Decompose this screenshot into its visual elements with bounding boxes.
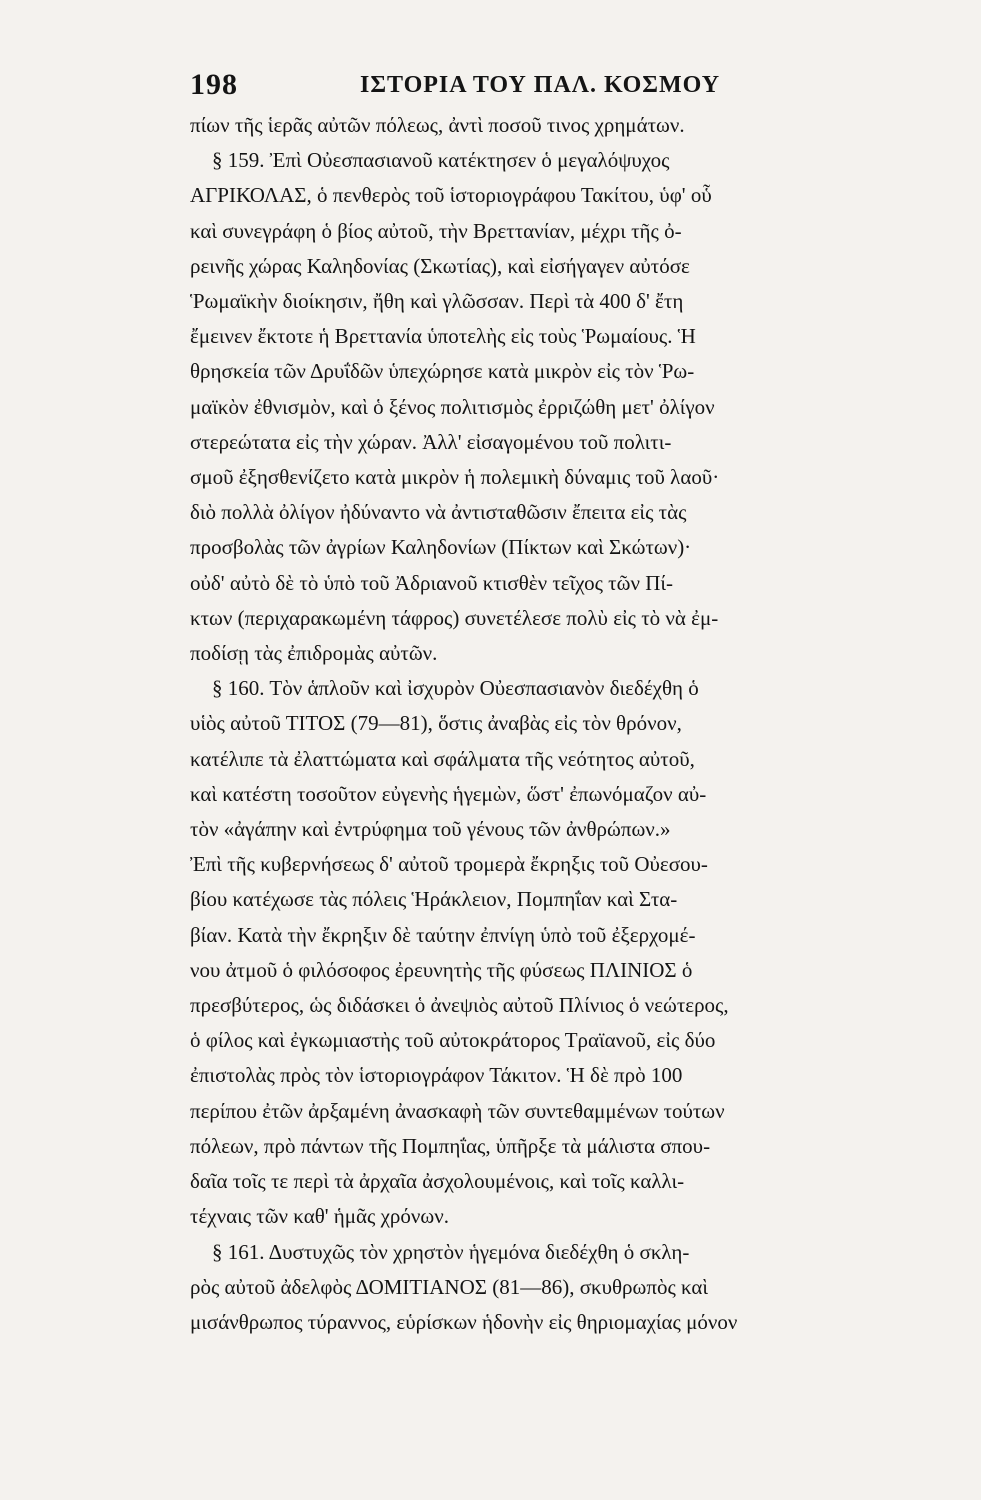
text-line: διὸ πολλὰ ὀλίγον ἠδύναντο νὰ ἀντισταθῶσιν ἔπειτα εἰς τὰς <box>190 500 687 525</box>
text-line: § 161. Δυστυχῶς τὸν χρηστὸν ἡγεμόνα διεδέχθη ὁ σκλη- <box>212 1239 690 1264</box>
page-number: 198 <box>190 68 238 101</box>
text-line: μισάνθρωπος τύραννος, εὑρίσκων ἡδονὴν εἰς θηριομαχίας μόνον <box>190 1309 738 1334</box>
text-line: οὐδ' αὐτὸ δὲ τὸ ὑπὸ τοῦ Ἀδριανοῦ κτισθὲν τεῖχος τῶν Πί- <box>190 570 673 595</box>
text-line: μαϊκὸν ἐθνισμὸν, καὶ ὁ ξένος πολιτισμὸς ἐρριζώθη μετ' ὀλίγον <box>190 394 715 419</box>
text-line: ἐπιστολὰς πρὸς τὸν ἱστοριογράφον Τάκιτον. Ἡ δὲ πρὸ 100 <box>190 1063 683 1088</box>
text-line: νου ἀτμοῦ ὁ φιλόσοφος ἐρευνητὴς τῆς φύσεως ΠΛΙΝΙΟΣ ὁ <box>190 957 693 982</box>
text-line: κατέλιπε τὰ ἐλαττώματα καὶ σφάλματα τῆς νεότητος αὐτοῦ, <box>190 746 695 771</box>
text-line: τὸν «ἀγάπην καὶ ἐντρύφημα τοῦ γένους τῶν ἀνθρώπων.» <box>190 817 671 842</box>
text-line: καὶ κατέστη τοσοῦτον εὐγενὴς ἡγεμὼν, ὥστ' ἐπωνόμαζον αὐ- <box>190 781 707 806</box>
text-line: πόλεων, πρὸ πάντων τῆς Πομπηΐας, ὑπῆρξε τὰ μάλιστα σπου- <box>190 1133 711 1158</box>
text-line: δαῖα τοῖς τε περὶ τὰ ἀρχαῖα ἀσχολουμένοις, καὶ τοῖς καλλι- <box>190 1169 685 1194</box>
text-line: προσβολὰς τῶν ἀγρίων Καληδονίων (Πίκτων καὶ Σκώτων)· <box>190 535 692 560</box>
text-line: Ῥωμαϊκὴν διοίκησιν, ἤθη καὶ γλῶσσαν. Περὶ τὰ 400 δ' ἔτη <box>190 289 684 314</box>
text-line: καὶ συνεγράφη ὁ βίος αὐτοῦ, τὴν Βρεττανίαν, μέχρι τῆς ὀ- <box>190 218 682 243</box>
text-line: ρεινῆς χώρας Καληδονίας (Σκωτίας), καὶ εἰσήγαγεν αὐτόσε <box>190 253 690 278</box>
text-line: πρεσβύτερος, ὡς διδάσκει ὁ ἀνεψιὸς αὐτοῦ Πλίνιος ὁ νεώτερος, <box>190 993 729 1018</box>
text-line: υἱὸς αὐτοῦ ΤΙΤΟΣ (79—81), ὅστις ἀναβὰς εἰς τὸν θρόνον, <box>190 711 682 736</box>
text-line: ἔμεινεν ἔκτοτε ἡ Βρεττανία ὑποτελὴς εἰς τοὺς Ῥωμαίους. Ἡ <box>190 324 696 349</box>
text-line: ποδίσῃ τὰς ἐπιδρομὰς αὐτῶν. <box>190 641 438 666</box>
text-line: σμοῦ ἐξησθενίζετο κατὰ μικρὸν ἡ πολεμικὴ δύναμις τοῦ λαοῦ· <box>190 465 720 490</box>
text-line: πίων τῆς ἱερᾶς αὐτῶν πόλεως, ἀντὶ ποσοῦ τινος χρημάτων. <box>190 113 685 137</box>
text-line: στερεώτατα εἰς τὴν χώραν. Ἀλλ' εἰσαγομένου τοῦ πολιτι- <box>190 429 672 454</box>
body-text <box>190 108 861 1340</box>
text-line: βίαν. Κατὰ τὴν ἔκρηξιν δὲ ταύτην ἐπνίγη ὑπὸ τοῦ ἐξερχομέ- <box>190 922 696 947</box>
text-line: κτων (περιχαρακωμένη τάφρος) συνετέλεσε πολὺ εἰς τὸ νὰ ἐμ- <box>190 605 719 630</box>
text-line: περίπου ἐτῶν ἀρξαμένη ἀνασκαφὴ τῶν συντεθαμμένων τούτων <box>190 1098 725 1123</box>
text-line: § 159. Ἐπὶ Οὐεσπασιανοῦ κατέκτησεν ὁ μεγαλόψυχος <box>212 148 670 173</box>
text-line: § 160. Τὸν ἁπλοῦν καὶ ἰσχυρὸν Οὐεσπασιανὸν διεδέχθη ὁ <box>212 676 699 701</box>
text-line: ρὸς αὐτοῦ ἀδελφὸς ΔΟΜΙΤΙΑΝΟΣ (81—86), σκυθρωπὸς καὶ <box>190 1274 709 1299</box>
text-line: ὁ φίλος καὶ ἐγκωμιαστὴς τοῦ αὐτοκράτορος Τραϊανοῦ, εἰς δύο <box>190 1028 716 1053</box>
running-title: ΙΣΤΟΡΙΑ ΤΟΥ ΠΑΛ. ΚΟΣΜΟΥ <box>360 72 721 98</box>
page-header <box>190 60 861 108</box>
text-line: θρησκεία τῶν Δρυΐδῶν ὑπεχώρησε κατὰ μικρὸν εἰς τὸν Ῥω- <box>190 359 695 384</box>
text-line: τέχναις τῶν καθ' ἡμᾶς χρόνων. <box>190 1204 449 1229</box>
text-line: Ἐπὶ τῆς κυβερνήσεως δ' αὐτοῦ τρομερὰ ἔκρηξις τοῦ Οὐεσου- <box>190 852 708 877</box>
text-line: βίου κατέχωσε τὰς πόλεις Ἡράκλειον, Πομπηΐαν καὶ Στα- <box>190 887 678 912</box>
text-line: ΑΓΡΙΚΟΛΑΣ, ὁ πενθερὸς τοῦ ἱστοριογράφου Τακίτου, ὑφ' οὗ <box>190 183 712 208</box>
